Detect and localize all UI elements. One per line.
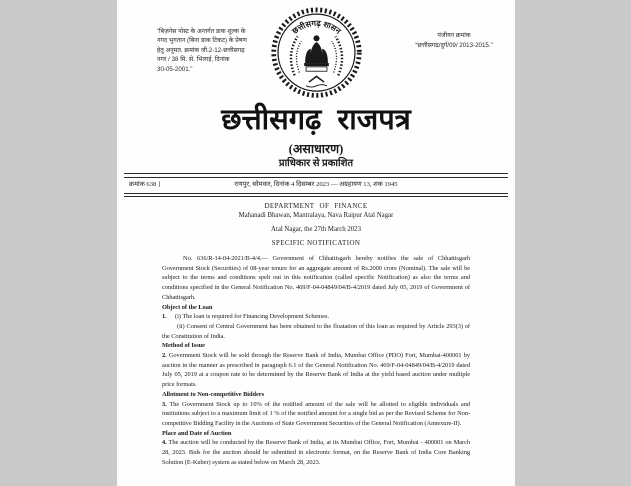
para-2-number: 2. xyxy=(162,352,167,360)
notification-type: SPECIFIC NOTIFICATION xyxy=(271,239,361,247)
para-3-number: 3. xyxy=(162,400,167,408)
section-heading-object: Object of the Loan xyxy=(162,303,213,311)
notification-para-3 xyxy=(162,400,470,429)
notification-para-1: No. 636/R-14-04-2021/B-4/4.— Government of Chhattisgarh hereby notifies the sale of Chhattisgarh Government Stock (Securities) of 08-year tenure for an aggregate amount of Rs.2000 crore (Nominal). The sale will be subject to the terms and conditions spelt out in this notification (called specific Notification) as also the terms and conditions specified in the General Notification No. 469/F-04-04849/04/B-4/2019 dated July 05, 2019 of Government of Chhattisgarh. xyxy=(162,255,470,301)
department-address: Mahanadi Bhawan, Mantralaya, Nava Raipur Atal Nagar xyxy=(238,212,394,219)
gazette-title-word2: राजपत्र xyxy=(337,104,411,136)
registration-number-note xyxy=(395,31,513,50)
emblem-arc-text: छत्तीसगढ़ शासन xyxy=(290,18,343,36)
notification-para-2 xyxy=(162,351,470,390)
section-heading-allotment: Allotment to Non-competitive Bidders xyxy=(162,390,265,398)
issue-date-text: रायपुर, सोमवार, दिनांक 4 दिसम्बर 2023 — अग्रहायण 13, शक 1945 xyxy=(234,180,398,188)
gazette-header xyxy=(117,0,515,104)
publication-authority: प्राधिकार से प्रकाशित xyxy=(278,158,354,169)
registration-value: “छत्तीसगढ़/दुर्ग/09/ 2013-2015.” xyxy=(415,41,493,49)
chhattisgarh-state-emblem-icon xyxy=(269,7,364,102)
gazette-title xyxy=(117,104,515,137)
clause-1-ii: (ii) Consent of Central Government has been obtained to the floatation of this loan as required by Article 293(3) of the Constitution of India. xyxy=(162,322,470,340)
postal-note-line: नगर / 38 मि. से. भिलाई, दिनांक xyxy=(157,56,230,64)
postal-note-line: नगद भुगतान (बिना डाक टिकट) के प्रेषण xyxy=(157,37,247,45)
gazette-title-word1: छत्तीसगढ़ xyxy=(221,104,322,136)
gazette-subtitle: (असाधारण) xyxy=(288,142,344,156)
para-4-text: The auction will be conducted by the Reserve Bank of India, at its Mumbai Office, Fort, Mumbai - 400001 on March 28, 2023. Bids for the auction should be submitted in electronic format, on the Reserve Bank of India Core Banking Solution (E-Kuber) system as stated below on March 28, 2023. xyxy=(162,439,470,466)
postal-note-line: हेतु अनुमत. क्रमांक जी.2-12-छत्तीसगढ़ xyxy=(157,46,245,54)
section-heading-method: Method of Issue xyxy=(162,342,205,350)
clause-1 xyxy=(162,312,470,322)
para-3-text: The Government Stock up to 10% of the notified amount of the sale will be allotted to eligible individuals and institutions subject to a maximum limit of 1 % of the notified amount for a single bid as per the Revised Scheme for Non-competitive Bidding Facility in the Auctions of State Government Securities of the General Notification (Annexure-II). xyxy=(162,400,470,427)
department-name: DEPARTMENT OF FINANCE xyxy=(264,202,368,210)
section-heading-place-date: Place and Date of Auction xyxy=(162,429,232,437)
registration-label: पंजीयन क्रमांक xyxy=(437,32,471,39)
notification-body xyxy=(162,254,470,467)
notification-para-4 xyxy=(162,438,470,467)
clause-1-text: (i) The loan is required for Financing Development Schemes. xyxy=(175,313,329,321)
clause-1-number: 1. xyxy=(162,313,167,321)
para-4-number: 4. xyxy=(162,439,167,447)
notification-dateline: Atal Nagar, the 27th March 2023 xyxy=(271,226,361,233)
issue-number: क्रमांक 638 ] xyxy=(129,180,161,188)
postal-note-line: 30-05-2001.” xyxy=(157,65,193,73)
bottom-double-rule xyxy=(124,193,508,198)
gazette-page xyxy=(117,0,515,486)
para-2-text: Government Stock will be sold through the Reserve Bank of India, Mumbai Office (PDO) Fort, Mumbai-400001 by auction in the manner as prescribed in paragraph 6.1 of the General Notification No. 469/F-04-04849/04/B-4/2019 dated July 05, 2019 at a coupon rate to be determined by the Reserve Bank of India at the yield based auction under multiple price formats. xyxy=(162,352,470,389)
issue-line xyxy=(117,178,515,190)
postal-note-line: “बिज़नेस पोस्ट के अन्तर्गत डाक शुल्क के xyxy=(157,28,246,35)
